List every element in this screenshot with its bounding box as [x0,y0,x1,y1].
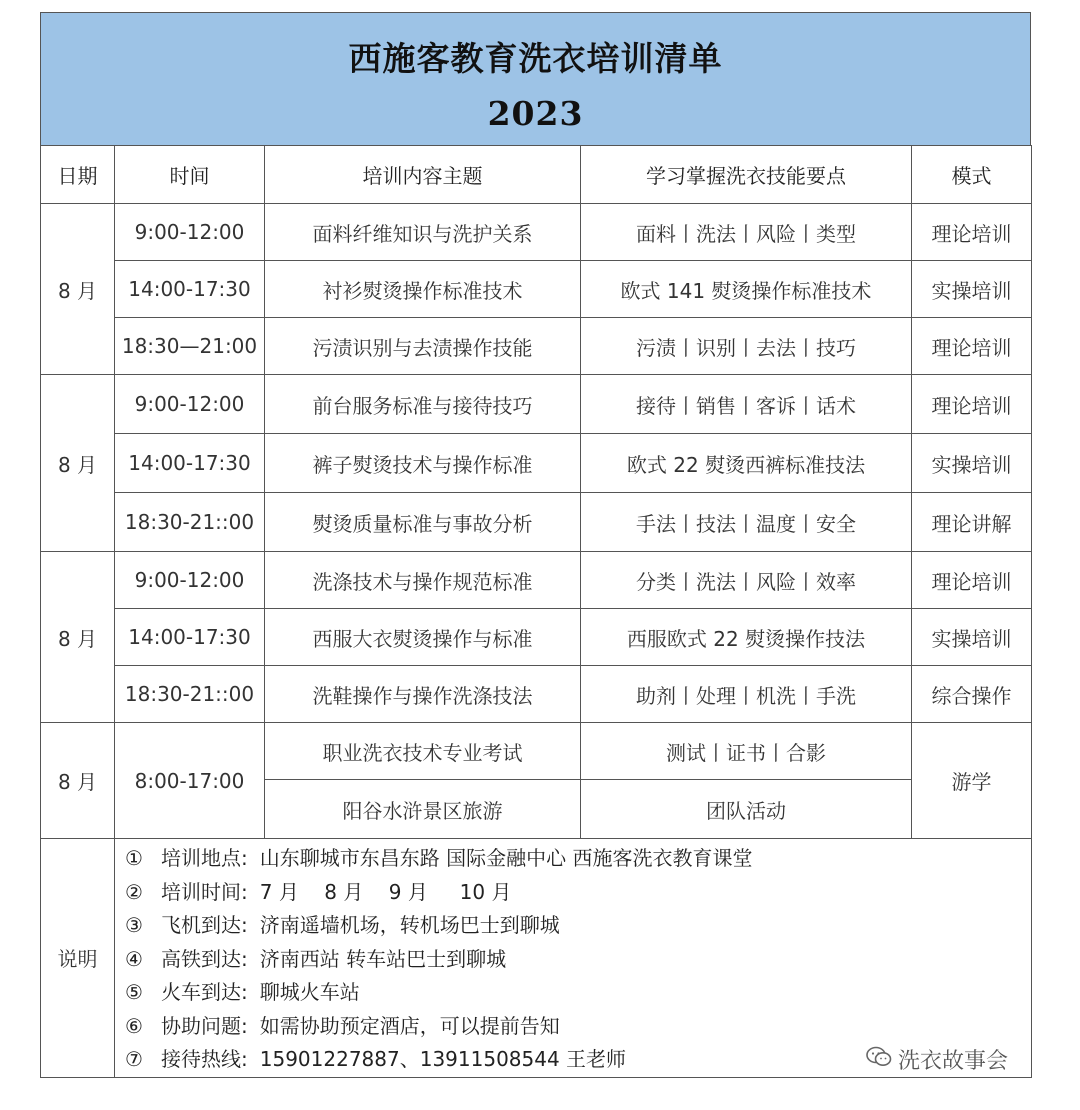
mode-cell: 实操培训 [912,434,1032,493]
time-cell: 18:30-21::00 [115,666,265,723]
watermark [862,1044,1012,1075]
table-row [41,434,1032,493]
mode-cell: 理论培训 [912,318,1032,375]
note-number: ④ [125,946,143,971]
topic-cell: 洗涤技术与操作规范标准 [265,552,581,609]
table-row [41,204,1032,261]
time-cell: 14:00-17:30 [115,434,265,493]
points-cell: 欧式 141 熨烫操作标准技术 [581,261,912,318]
schedule-table [40,145,1032,1078]
topic-cell: 前台服务标准与接待技巧 [265,375,581,434]
training-schedule-sheet [40,12,1031,1078]
note-label: 协助问题: [161,1013,248,1038]
mode-cell: 综合操作 [912,666,1032,723]
topic-cell: 职业洗衣技术专业考试 [265,723,581,780]
points-cell: 手法丨技法丨温度丨安全 [581,493,912,552]
note-number: ⑥ [125,1013,143,1038]
mode-cell: 理论培训 [912,204,1032,261]
schedule-header [40,12,1031,145]
note-item [125,943,1031,977]
note-label: 飞机到达: [161,913,248,937]
col-header-time: 时间 [115,146,265,204]
time-cell: 14:00-17:30 [115,609,265,666]
topic-cell: 衬衫熨烫操作标准技术 [265,261,581,318]
wechat-icon [866,1046,892,1074]
mode-cell: 理论培训 [912,552,1032,609]
note-item [125,909,1031,943]
note-number: ③ [125,913,143,937]
date-cell: 8 月 [41,204,115,375]
time-cell: 18:30—21:00 [115,318,265,375]
points-cell: 接待丨销售丨客诉丨话术 [581,375,912,434]
col-header-topic: 培训内容主题 [265,146,581,204]
col-header-points: 学习掌握洗衣技能要点 [581,146,912,204]
mode-cell: 理论讲解 [912,493,1032,552]
topic-cell: 面料纤维知识与洗护关系 [265,204,581,261]
notes-label: 说明 [41,839,115,1078]
note-item [125,842,1031,876]
topic-cell: 裤子熨烫技术与操作标准 [265,434,581,493]
points-cell: 西服欧式 22 熨烫操作技法 [581,609,912,666]
table-row [41,609,1032,666]
note-label: 接待热线: [161,1047,248,1071]
table-row [41,552,1032,609]
col-header-mode: 模式 [912,146,1032,204]
page-title: 西施客教育洗衣培训清单 [348,39,723,78]
note-item [125,976,1031,1010]
table-row [41,723,1032,780]
time-cell: 9:00-12:00 [115,204,265,261]
mode-cell: 实操培训 [912,609,1032,666]
time-cell: 18:30-21::00 [115,493,265,552]
time-cell: 9:00-12:00 [115,552,265,609]
points-cell: 团队活动 [581,780,912,839]
note-text: 7 月 8 月 9 月 10 月 [259,879,512,904]
mode-cell: 游学 [912,723,1032,839]
watermark-text: 洗衣故事会 [898,1049,1009,1074]
points-cell: 测试丨证书丨合影 [581,723,912,780]
topic-cell: 阳谷水浒景区旅游 [265,780,581,839]
table-row [41,666,1032,723]
points-cell: 污渍丨识别丨去法丨技巧 [581,318,912,375]
note-text: 山东聊城市东昌东路 国际金融中心 西施客洗衣教育课堂 [259,846,753,870]
table-row [41,375,1032,434]
topic-cell: 污渍识别与去渍操作技能 [265,318,581,375]
mode-cell: 理论培训 [912,375,1032,434]
page-year: 2023 [487,94,584,133]
time-cell: 8:00-17:00 [115,723,265,839]
topic-cell: 熨烫质量标准与事故分析 [265,493,581,552]
note-text: 济南遥墙机场，转机场巴士到聊城 [259,913,560,937]
note-label: 高铁到达: [161,946,248,971]
note-label: 培训时间: [161,879,248,904]
note-label: 培训地点: [161,846,248,870]
table-row [41,318,1032,375]
note-item [125,876,1031,910]
note-number: ① [125,846,143,870]
points-cell: 助剂丨处理丨机洗丨手洗 [581,666,912,723]
note-number: ⑤ [125,980,143,1004]
table-row [41,261,1032,318]
note-number: ② [125,879,143,904]
note-number: ⑦ [125,1047,143,1071]
column-header-row [41,146,1032,204]
notes-content [115,839,1032,1078]
note-label: 火车到达: [161,980,248,1004]
col-header-date: 日期 [41,146,115,204]
time-cell: 9:00-12:00 [115,375,265,434]
points-cell: 面料丨洗法丨风险丨类型 [581,204,912,261]
note-item [125,1010,1031,1044]
note-text: 15901227887、13911508544 王老师 [259,1047,627,1071]
points-cell: 分类丨洗法丨风险丨效率 [581,552,912,609]
topic-cell: 洗鞋操作与操作洗涤技法 [265,666,581,723]
notes-row [41,839,1032,1078]
note-text: 如需协助预定酒店，可以提前告知 [259,1013,560,1038]
mode-cell: 实操培训 [912,261,1032,318]
topic-cell: 西服大衣熨烫操作与标准 [265,609,581,666]
time-cell: 14:00-17:30 [115,261,265,318]
date-cell: 8 月 [41,723,115,839]
table-row [41,493,1032,552]
note-text: 济南西站 转车站巴士到聊城 [259,946,507,971]
note-text: 聊城火车站 [259,980,360,1004]
points-cell: 欧式 22 熨烫西裤标准技法 [581,434,912,493]
date-cell: 8 月 [41,375,115,552]
date-cell: 8 月 [41,552,115,723]
